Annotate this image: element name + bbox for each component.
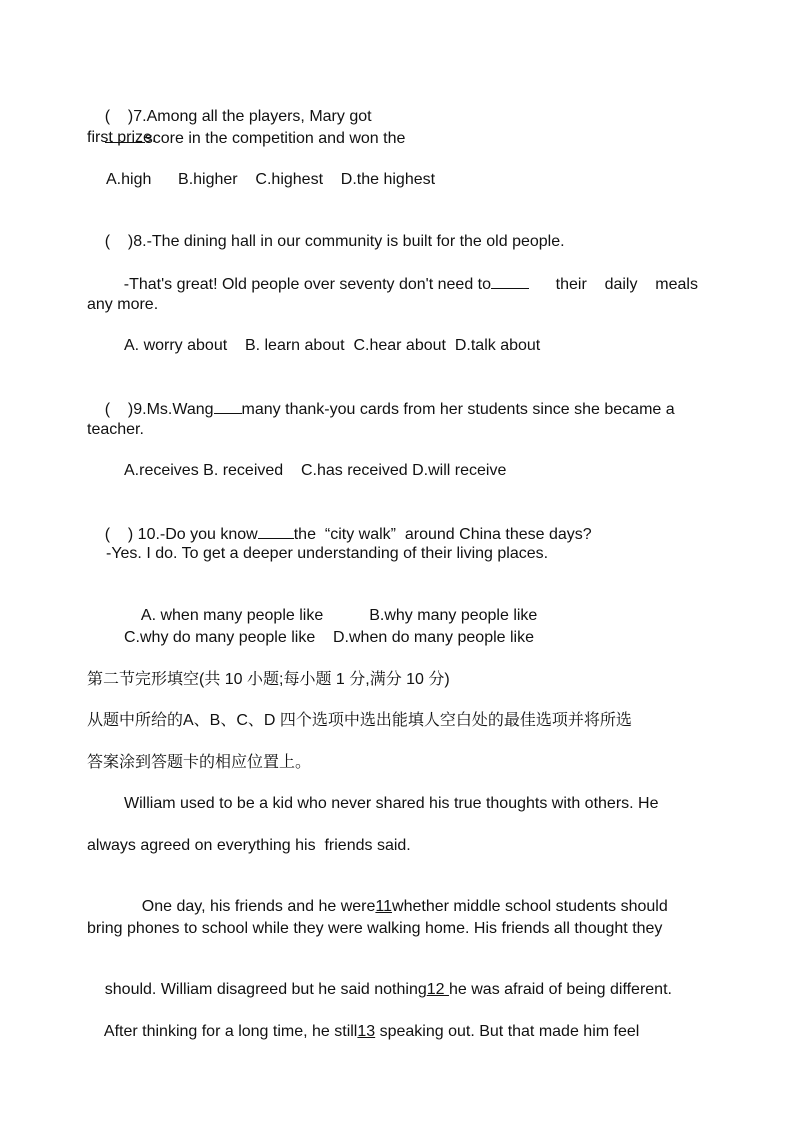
section2-heading: 第二节完形填空(共 10 小题;每小题 1 分,满分 10 分) — [87, 671, 450, 688]
passage-p2-line2: bring phones to school while they were walking home. His friends all thought they — [87, 920, 663, 937]
q9-answer-paren[interactable]: ( ) — [104, 401, 134, 418]
q10-options-row2: C.why do many people like D.when do many people like — [124, 629, 534, 646]
passage-p1-line1: William used to be a kid who never shared his true thoughts with others. He — [124, 795, 659, 812]
passage-p2-line4-after: speaking out. But that made him feel — [375, 1023, 640, 1040]
q10-option-a: A. when many people like — [140, 607, 324, 624]
q7-stem-cont: first prize. — [87, 129, 157, 146]
q7-stem-after: score in the competition and won the — [144, 130, 406, 147]
q7-stem-line — [87, 87, 719, 169]
section2-instruction-line1: 从题中所给的A、B、C、D 四个选项中选出能填人空白处的最佳选项并将所选 — [87, 712, 632, 729]
q8-stem: 8.-The dining hall in our community is built for the old people. — [133, 233, 565, 250]
q10-option-b: B.why many people like — [369, 607, 538, 624]
passage-p2-line1-before: One day, his friends and he were — [141, 898, 376, 915]
q10-blank[interactable] — [258, 523, 294, 539]
q10-stem-after: the “city walk” around China these days? — [293, 526, 592, 543]
q7-options: A.high B.higher C.highest D.the highest — [106, 171, 436, 188]
passage-p2-line4-before: After thinking for a long time, he still — [103, 1023, 358, 1040]
passage-p1-line2: always agreed on everything his friends said. — [87, 837, 411, 854]
q9-blank[interactable] — [214, 398, 242, 414]
q8-blank[interactable] — [491, 273, 529, 289]
passage-p2-line3-before: should. William disagreed but he said nothing — [104, 981, 427, 998]
q9-stem-after: many thank-you cards from her students since she became a — [241, 401, 675, 418]
q8-reply-line — [106, 253, 719, 315]
q7-answer-paren[interactable]: ( ) — [104, 108, 134, 125]
q10-stem-before: 10.-Do you know — [133, 526, 258, 543]
q10-answer-paren[interactable]: ( ) — [104, 526, 134, 543]
q8-reply-after: their daily meals — [555, 276, 698, 293]
q8-options: A. worry about B. learn about C.hear about D.talk about — [124, 337, 541, 354]
q8-reply-cont: any more. — [87, 296, 159, 313]
q7-stem-before: 7.Among all the players, Mary got — [133, 108, 376, 125]
q9-stem-line — [87, 378, 719, 440]
q8-reply-before: -That's great! Old people over seventy don't need to — [123, 276, 491, 293]
cloze-blank-11[interactable]: 11 — [375, 898, 393, 915]
cloze-blank-13[interactable]: 13 — [357, 1023, 376, 1040]
q9-stem-cont: teacher. — [87, 421, 144, 438]
cloze-blank-12[interactable]: 12 — [426, 981, 449, 998]
passage-p2-line3-after: he was afraid of being different. — [449, 981, 672, 998]
q8-answer-paren[interactable]: ( ) — [104, 233, 134, 250]
section2-instruction-line2: 答案涂到答题卡的相应位置上。 — [87, 754, 312, 771]
passage-p2-line1-after: whether middle school students should — [392, 898, 668, 915]
q9-stem-before: 9.Ms.Wang — [133, 401, 214, 418]
passage-p2-line4 — [87, 1002, 719, 1062]
q10-reply: -Yes. I do. To get a deeper understanding of their living places. — [106, 545, 549, 562]
q9-options: A.receives B. received C.has received D.will receive — [124, 462, 507, 479]
